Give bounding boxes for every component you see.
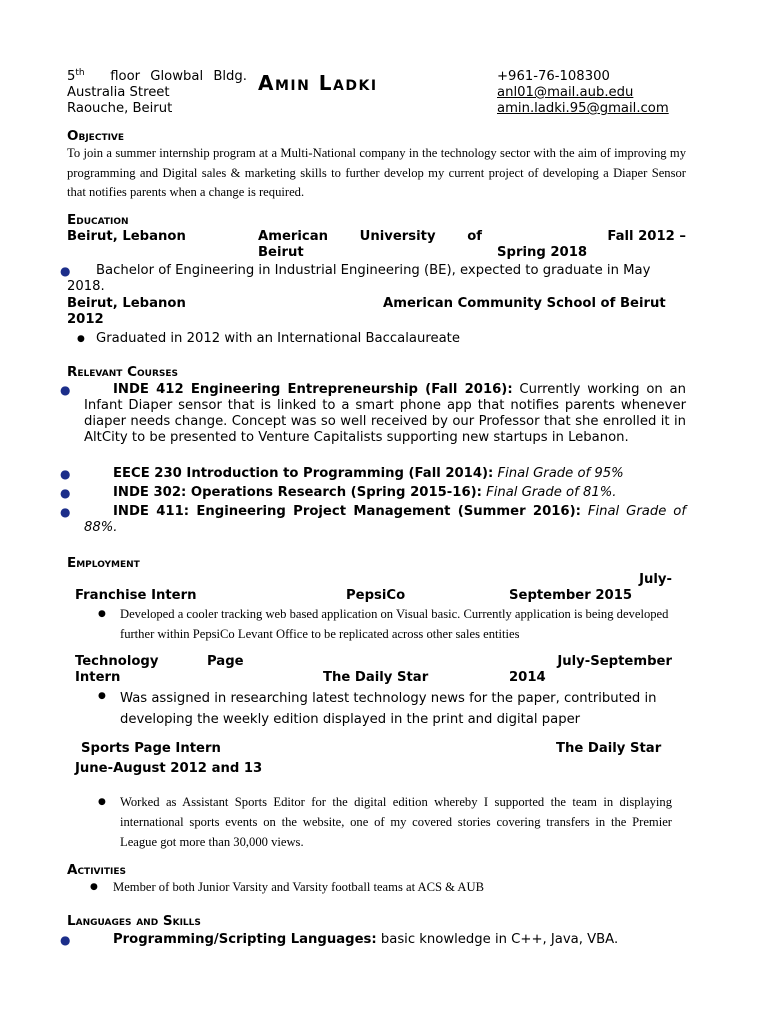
- edu-institution-1b: Beirut: [258, 245, 304, 260]
- address-line-2: Australia Street: [67, 85, 170, 100]
- address-line-3: Raouche, Beirut: [67, 101, 173, 116]
- bullet: ●: [90, 882, 98, 892]
- employment-heading: Employment: [67, 555, 140, 571]
- edu-location-1: Beirut, Lebanon: [67, 229, 186, 244]
- courses-heading: Relevant Courses: [67, 364, 179, 380]
- edu-location-2: Beirut, Lebanon: [67, 296, 186, 311]
- objective-heading: Objective: [67, 128, 125, 144]
- job-3-title: Sports Page Intern: [81, 741, 221, 756]
- bullet: ●: [60, 933, 71, 947]
- job-2-date-a: July-September: [557, 654, 672, 669]
- edu-institution-2: American Community School of Beirut: [383, 296, 666, 311]
- address: [67, 69, 247, 117]
- bullet: ●: [60, 505, 71, 519]
- bullet: ●: [60, 486, 71, 500]
- language-item-1: Programming/Scripting Languages: basic knowledge in C++, Java, VBA.: [113, 932, 619, 947]
- job-3-company: The Daily Star: [556, 741, 662, 756]
- bullet: ●: [60, 264, 71, 278]
- email-link-aub[interactable]: anl01@mail.aub.edu: [497, 85, 634, 100]
- bullet: ●: [77, 334, 85, 344]
- activities-heading: Activities: [67, 862, 126, 878]
- job-1-detail: Developed a cooler tracking web based application on Visual basic. Currently application is being developed further within PepsiCo Levant Office to be replicated across other sales entities: [120, 607, 669, 641]
- course-item-1: INDE 412 Engineering Entrepreneurship (Fall 2016): Currently working on an Infant Diaper sensor that is linked to a smart phone app that notifies parents whenever diaper needs change. Concept was so well received by our Professor that she enrolled it in AltCity to be presented to Venture Capitalists supporting new startups in Lebanon.: [84, 382, 686, 445]
- job-3-date: June-August 2012 and 13: [75, 761, 263, 776]
- edu-institution-1a: American University of: [258, 229, 482, 244]
- email-link-gmail[interactable]: amin.ladki.95@gmail.com: [497, 101, 669, 116]
- job-2-date-b: 2014: [509, 670, 546, 685]
- contact: [497, 69, 669, 117]
- edu-date-2: 2012: [67, 312, 104, 327]
- education-heading: Education: [67, 212, 129, 228]
- course-item-2: EECE 230 Introduction to Programming (Fall 2014): Final Grade of 95%: [113, 466, 624, 481]
- job-1-company: PepsiCo: [346, 588, 406, 603]
- course-item-3: INDE 302: Operations Research (Spring 2015-16): Final Grade of 81%.: [113, 485, 617, 500]
- job-1-date-b: September 2015: [509, 588, 633, 603]
- bullet: ●: [98, 691, 106, 701]
- job-3-detail: Worked as Assistant Sports Editor for the digital edition whereby I supported the team in displaying international sports events on the website, one of my covered stories covering transfers in the Premier League got more than 30,000 views.: [120, 795, 672, 849]
- job-2-company: The Daily Star: [323, 670, 429, 685]
- edu-date-1a: Fall 2012 –: [607, 229, 686, 244]
- address-line-1: 5th floor Glowbal Bldg.: [67, 68, 247, 84]
- job-2-detail: Was assigned in researching latest technology news for the paper, contributed in developing the weekly edition displayed in the print and digital paper: [120, 691, 657, 727]
- phone: +961-76-108300: [497, 69, 610, 84]
- objective-text: To join a summer internship program at a Multi-National company in the technology sector with the aim of improving my programming and Digital sales & marketing skills to further develop my current project of developing a Diaper Sensor that notifies parents when a change is required.: [67, 146, 686, 199]
- job-1-title: Franchise Intern: [75, 588, 197, 603]
- job-1-date-a: July-: [639, 572, 672, 587]
- bullet: ●: [60, 383, 71, 397]
- course-item-4: INDE 411: Engineering Project Management (Summer 2016): Final Grade of 88%.: [84, 504, 686, 535]
- job-2-title-b: Page: [207, 654, 244, 669]
- activity-item-1: Member of both Junior Varsity and Varsity football teams at ACS & AUB: [113, 880, 485, 894]
- name-title: Amin Ladki: [258, 71, 378, 95]
- bullet: ●: [98, 797, 106, 807]
- bullet: ●: [60, 467, 71, 481]
- bullet: ●: [98, 609, 106, 619]
- job-2-title-a: Technology: [75, 654, 159, 669]
- languages-heading: Languages and Skills: [67, 913, 201, 929]
- job-2-title-c: Intern: [75, 670, 121, 685]
- edu-detail-1: Bachelor of Engineering in Industrial Engineering (BE), expected to graduate in May 2018.: [67, 263, 651, 294]
- edu-date-1b: Spring 2018: [497, 245, 588, 260]
- edu-detail-2: Graduated in 2012 with an International Baccalaureate: [96, 331, 460, 346]
